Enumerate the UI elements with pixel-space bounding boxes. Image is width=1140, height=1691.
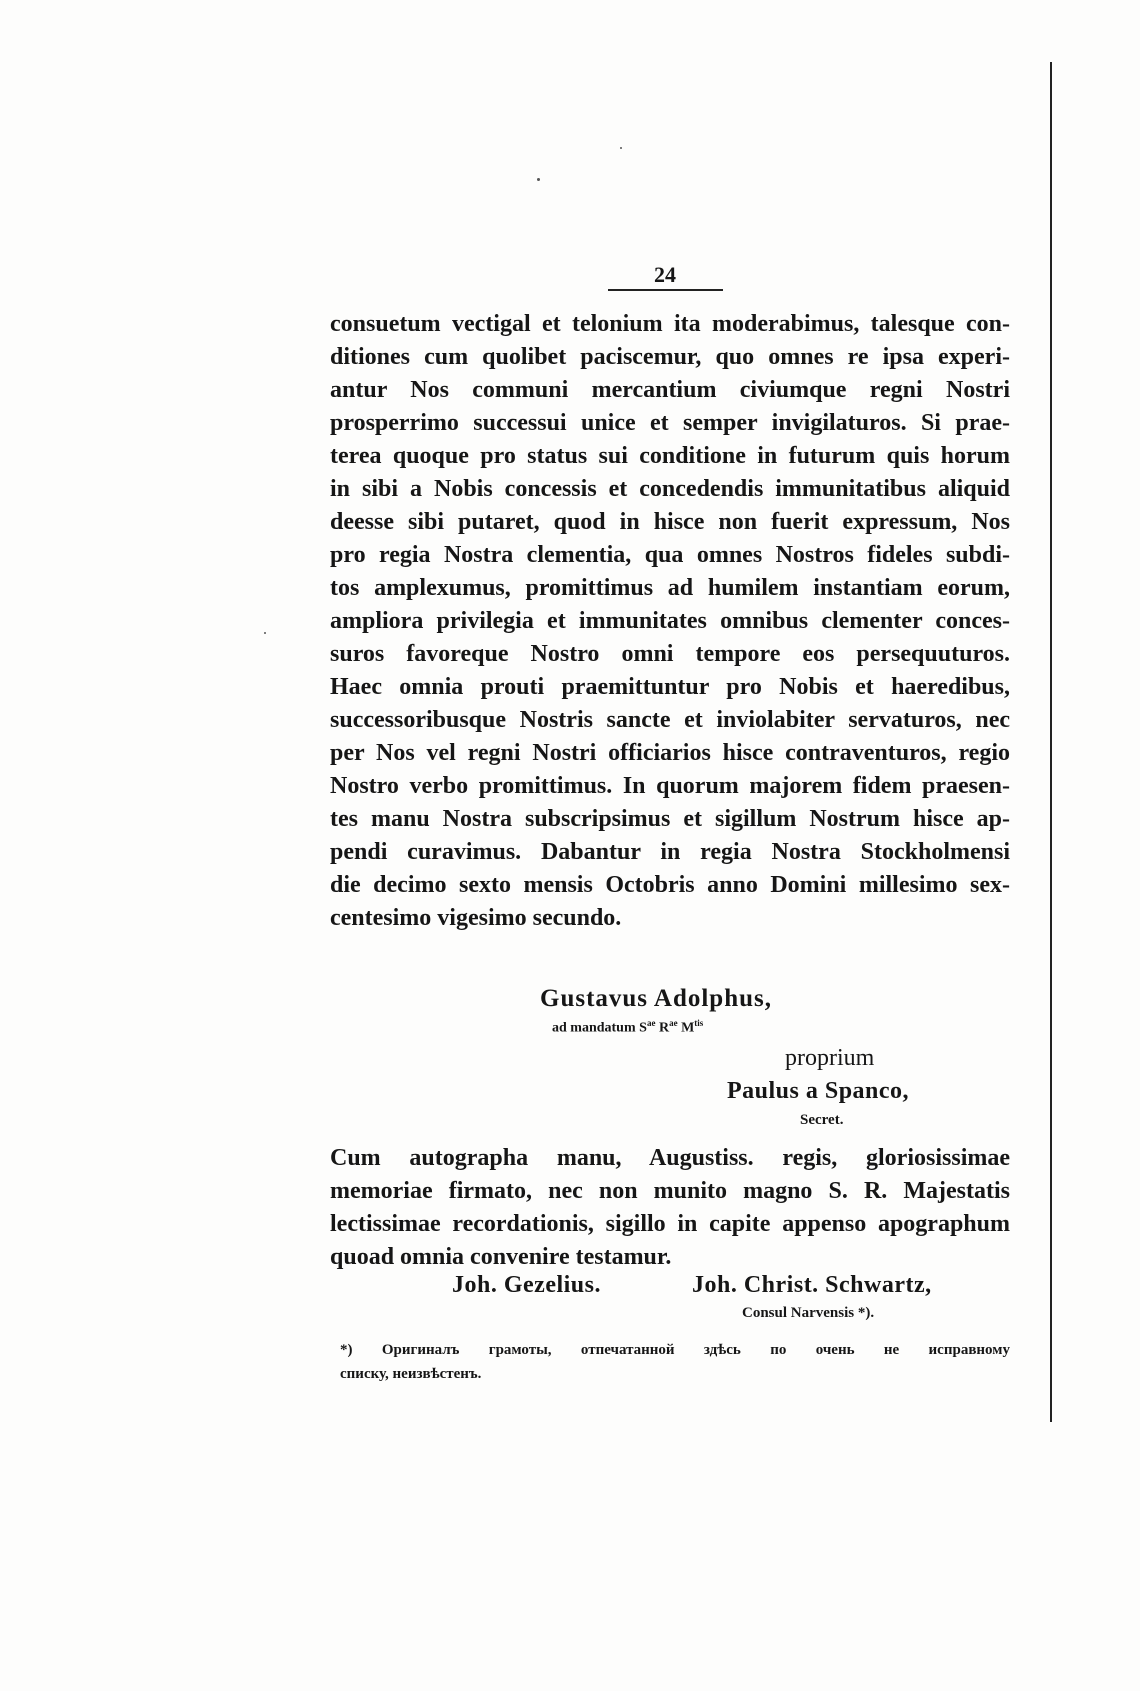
certification-line: lectissimae recordationis, sigillo in capite appenso apographum <box>330 1211 1010 1237</box>
royal-signature: Gustavus Adolphus, <box>540 985 773 1012</box>
text-line: per Nos vel regni Nostri officiarios hisce contraventuros, regio <box>330 740 1010 766</box>
text-line: ampliora privilegia et immunitates omnibus clementer conces- <box>330 608 1010 634</box>
mandate-r-sup: ae <box>669 1018 678 1028</box>
text-line: Nostro verbo promittimus. In quorum majorem fidem praesen- <box>330 773 1010 799</box>
text-line: pro regia Nostra clementia, qua omnes Nostros fideles subdi- <box>330 542 1010 568</box>
certification-line: memoriae firmato, nec non munito magno S. R. Majestatis <box>330 1178 1010 1204</box>
witness-title: Consul Narvensis *). <box>742 1305 875 1321</box>
secretary-signature: Paulus a Spanco, <box>727 1078 910 1104</box>
mandate-line <box>552 1018 703 1037</box>
text-line: die decimo sexto mensis Octobris anno Domini millesimo sex- <box>330 872 1010 898</box>
text-line: consuetum vectigal et telonium ita moderabimus, talesque con- <box>330 311 1010 337</box>
text-line: antur Nos communi mercantium civiumque regni Nostri <box>330 377 1010 403</box>
text-line: in sibi a Nobis concessis et concedendis immunitatibus aliquid <box>330 476 1010 502</box>
page-number-rule <box>608 289 723 291</box>
text-line: ditiones cum quolibet paciscemur, quo omnes re ipsa experi- <box>330 344 1010 370</box>
main-text-block <box>330 308 1010 935</box>
scan-page-edge <box>1050 62 1052 1422</box>
text-line: successoribusque Nostris sancte et inviolabiter servaturos, nec <box>330 707 1010 733</box>
proprium-word: proprium <box>785 1045 875 1071</box>
text-line: suros favoreque Nostro omni tempore eos persequuturos. <box>330 641 1010 667</box>
certification-block <box>330 1142 1010 1274</box>
scan-speck <box>537 178 540 181</box>
witness-schwartz: Joh. Christ. Schwartz, <box>692 1272 932 1298</box>
mandate-r: R <box>658 1020 670 1036</box>
certification-line: Cum autographa manu, Augustiss. regis, gloriosissimae <box>330 1145 1010 1171</box>
footnote-line: списку, неизвѣстенъ. <box>340 1366 482 1382</box>
text-line: tos amplexumus, promittimus ad humilem instantiam eorum, <box>330 575 1010 601</box>
certification-line: quoad omnia convenire testamur. <box>330 1244 672 1270</box>
page-number: 24 <box>654 262 676 287</box>
witness-gezelius: Joh. Gezelius. <box>452 1272 601 1298</box>
text-line: Haec omnia prouti praemittuntur pro Nobis et haeredibus, <box>330 674 1010 700</box>
text-line: tes manu Nostra subscripsimus et sigillum Nostrum hisce ap- <box>330 806 1010 832</box>
text-line: terea quoque pro status sui conditione in futurum quis horum <box>330 443 1010 469</box>
footnote-line: *) Оригиналъ грамоты, отпечатанной здѣсь по очень не исправному <box>340 1342 1010 1358</box>
secretary-title: Secret. <box>800 1112 844 1128</box>
scan-speck <box>264 632 266 634</box>
footnote <box>340 1338 1010 1386</box>
mandate-s-sup: ae <box>646 1018 656 1028</box>
scan-speck <box>620 147 622 149</box>
mandate-prefix: ad mandatum <box>552 1020 640 1036</box>
text-line: centesimo vigesimo secundo. <box>330 905 622 931</box>
text-line: prosperrimo successui unice et semper invigilaturos. Si prae- <box>330 410 1010 436</box>
mandate-m: M <box>681 1020 695 1036</box>
mandate-s: S <box>639 1020 647 1036</box>
text-line: pendi curavimus. Dabantur in regia Nostra Stockholmensi <box>330 839 1010 865</box>
mandate-m-sup: tis <box>694 1018 704 1028</box>
text-line: deesse sibi putaret, quod in hisce non fuerit expressum, Nos <box>330 509 1010 535</box>
